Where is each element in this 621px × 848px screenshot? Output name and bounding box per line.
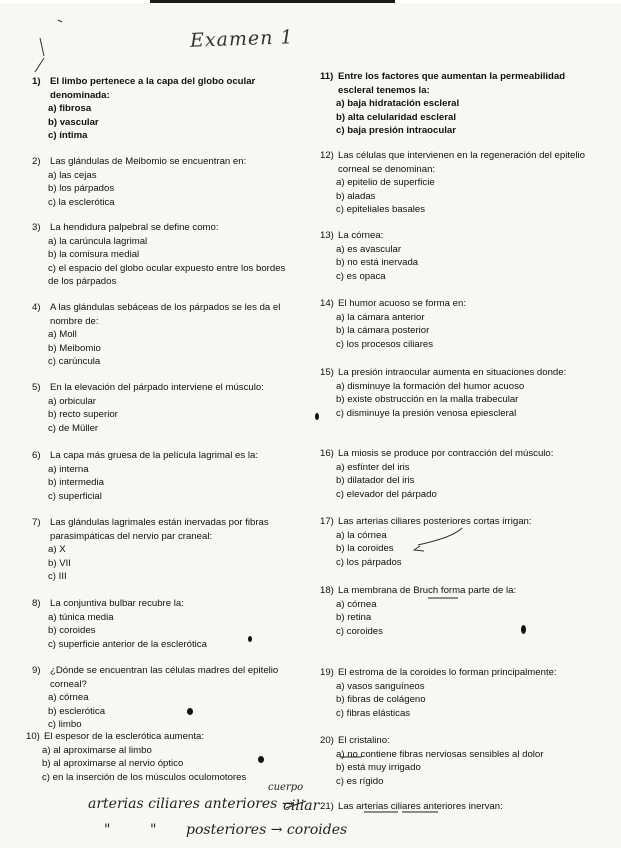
answer-option: a) la cámara anterior	[336, 311, 425, 323]
answer-option: a) la córnea	[336, 529, 387, 541]
question-text: La conjuntiva bulbar recubre la:	[50, 598, 184, 609]
answer-option: c) superficial	[48, 490, 102, 502]
question-text: Las arterias ciliares posteriores cortas irrigan:	[338, 516, 532, 527]
answer-option: c) fibras elásticas	[336, 707, 411, 719]
question-text: Las glándulas de Meibomio se encuentran en:	[50, 156, 247, 167]
answer-option: a) túnica media	[48, 611, 114, 623]
question-text: ¿Dónde se encuentran las células madres del epitelio corneal?	[50, 665, 279, 690]
question-text: A las glándulas sebáceas de los párpados se les da el nombre de:	[50, 302, 281, 327]
ditto-mark-1: "	[104, 822, 111, 838]
handwritten-note-1: arterias ciliares anteriores →	[88, 796, 294, 812]
handwritten-note-over: cuerpo	[268, 782, 304, 793]
answer-option: c) en la inserción de los músculos oculomotores	[42, 771, 247, 783]
question-number: 21)	[320, 801, 334, 812]
answer-option: b) los párpados	[48, 183, 115, 195]
question-text: El cristalino:	[338, 735, 390, 746]
answer-option: b) vascular	[48, 116, 99, 128]
answer-option: a) es avascular	[336, 243, 402, 255]
answer-option: c) íntima	[48, 130, 88, 142]
answer-option: a) la carúncula lagrimal	[48, 235, 148, 247]
answer-option: b) está muy irrigado	[336, 762, 421, 774]
answer-option: c) es opaca	[336, 270, 386, 282]
question-number: 15)	[320, 367, 334, 378]
answer-option: c) limbo	[48, 719, 82, 731]
question-number: 4)	[32, 302, 41, 313]
answer-option: a) córnea	[336, 598, 377, 610]
answer-option: b) existe obstrucción en la malla trabecular	[336, 394, 519, 406]
answer-option: a) disminuye la formación del humor acuoso	[336, 380, 525, 392]
answer-option: a) esfínter del iris	[336, 461, 410, 473]
question-number: 17)	[320, 516, 334, 527]
answer-option: c) los párpados	[336, 556, 402, 568]
question-number: 18)	[320, 585, 334, 596]
question-number: 5)	[32, 382, 41, 393]
answer-option: b) esclerótica	[48, 705, 106, 717]
answer-option: c) epiteliales basales	[336, 204, 426, 216]
question-number: 6)	[32, 450, 41, 461]
answer-option: b) fibras de colágeno	[336, 694, 426, 706]
answer-option: c) superficie anterior de la esclerótica	[48, 638, 207, 650]
answer-option: b) retina	[336, 612, 372, 624]
question-number: 20)	[320, 735, 334, 746]
question-text: La córnea:	[338, 230, 384, 241]
answer-option: b) al aproximarse al nervio óptico	[42, 758, 184, 770]
answer-option: a) vasos sanguíneos	[336, 680, 425, 692]
answer-option: b) coroides	[48, 625, 96, 637]
answer-option: c) el espacio del globo ocular expuesto entre los bordes de los párpados	[48, 262, 286, 288]
exam-title: Examen 1	[189, 26, 294, 52]
answer-option: b) la cámara posterior	[336, 325, 430, 337]
answer-option: b) intermedia	[48, 477, 104, 489]
question-text: En la elevación del párpado interviene el músculo:	[50, 382, 264, 393]
answer-option: b) VII	[48, 557, 71, 569]
answer-option: c) la esclerótica	[48, 196, 115, 208]
answer-option: b) la comisura medial	[48, 249, 140, 261]
answer-option: b) Meibomio	[48, 342, 101, 354]
ditto-mark-2: "	[150, 822, 157, 838]
answer-option: c) coroides	[336, 625, 383, 637]
answer-option: b) alta celularidad escleral	[336, 111, 456, 123]
answer-option: a) orbicular	[48, 395, 96, 407]
answer-option: b) recto superior	[48, 409, 118, 421]
question-number: 9)	[32, 665, 41, 676]
answer-option: b) no está inervada	[336, 257, 419, 269]
question-text: El estroma de la coroides lo forman principalmente:	[338, 667, 557, 678]
question-number: 13)	[320, 230, 334, 241]
answer-option: a) fibrosa	[48, 103, 92, 115]
answer-option: c) elevador del párpado	[336, 488, 437, 500]
question-text: Las glándulas lagrimales están inervadas por fibras parasimpáticas del nervio par craneal:	[50, 517, 269, 542]
answer-option: a) baja hidratación escleral	[336, 98, 460, 110]
question-number: 1)	[32, 76, 41, 87]
answer-option: a) córnea	[48, 692, 89, 704]
answer-option: c) disminuye la presión venosa epiescleral	[336, 407, 517, 419]
handwritten-note-end: ciliar	[283, 798, 320, 814]
question-text: La capa más gruesa de la película lagrimal es la:	[50, 450, 258, 461]
answer-option: c) III	[48, 571, 67, 583]
answer-option: a) X	[48, 544, 66, 556]
question-text: El humor acuoso se forma en:	[338, 298, 466, 309]
answer-option: c) es rígido	[336, 775, 384, 787]
answer-option: c) de Müller	[48, 422, 99, 434]
question-number: 3)	[32, 222, 41, 233]
question-text: El limbo pertenece a la capa del globo ocular denominada:	[50, 76, 256, 101]
question-text: El espesor de la esclerótica aumenta:	[44, 731, 204, 742]
question-number: 11)	[320, 71, 334, 82]
question-number: 8)	[32, 598, 41, 609]
question-text: La hendidura palpebral se define como:	[50, 222, 219, 233]
question-number: 16)	[320, 448, 334, 459]
answer-option: a) las cejas	[48, 169, 97, 181]
answer-option: c) los procesos ciliares	[336, 338, 434, 350]
question-text: Las arterias ciliares anteriores inervan:	[338, 801, 503, 812]
question-number: 19)	[320, 667, 334, 678]
question-text: Entre los factores que aumentan la permeabilidad escleral tenemos la:	[338, 71, 566, 96]
answer-option: c) baja presión intraocular	[336, 125, 456, 137]
answer-option: a) interna	[48, 463, 89, 475]
question-text: La miosis se produce por contracción del músculo:	[338, 448, 554, 459]
question-number: 7)	[32, 517, 41, 528]
answer-option: a) al aproximarse al limbo	[42, 744, 152, 756]
question-number: 12)	[320, 150, 334, 161]
answer-option: b) dilatador del iris	[336, 475, 415, 487]
answer-option: c) carúncula	[48, 356, 101, 368]
question-number: 2)	[32, 156, 41, 167]
question-number: 10)	[26, 731, 40, 742]
question-number: 14)	[320, 298, 334, 309]
answer-option: a) epitelio de superficie	[336, 177, 435, 189]
answer-option: a) Moll	[48, 329, 77, 341]
answer-option: b) la coroides	[336, 543, 394, 555]
handwritten-note-2: posteriores → coroides	[186, 822, 348, 838]
question-text: La presión intraocular aumenta en situaciones donde:	[338, 367, 567, 378]
question-text: La membrana de Bruch forma parte de la:	[338, 585, 517, 596]
answer-option: b) aladas	[336, 190, 376, 202]
question-text: Las células que intervienen en la regeneración del epitelio corneal se denominan:	[338, 150, 585, 175]
answer-option: a) no contiene fibras nerviosas sensibles al dolor	[336, 748, 544, 760]
